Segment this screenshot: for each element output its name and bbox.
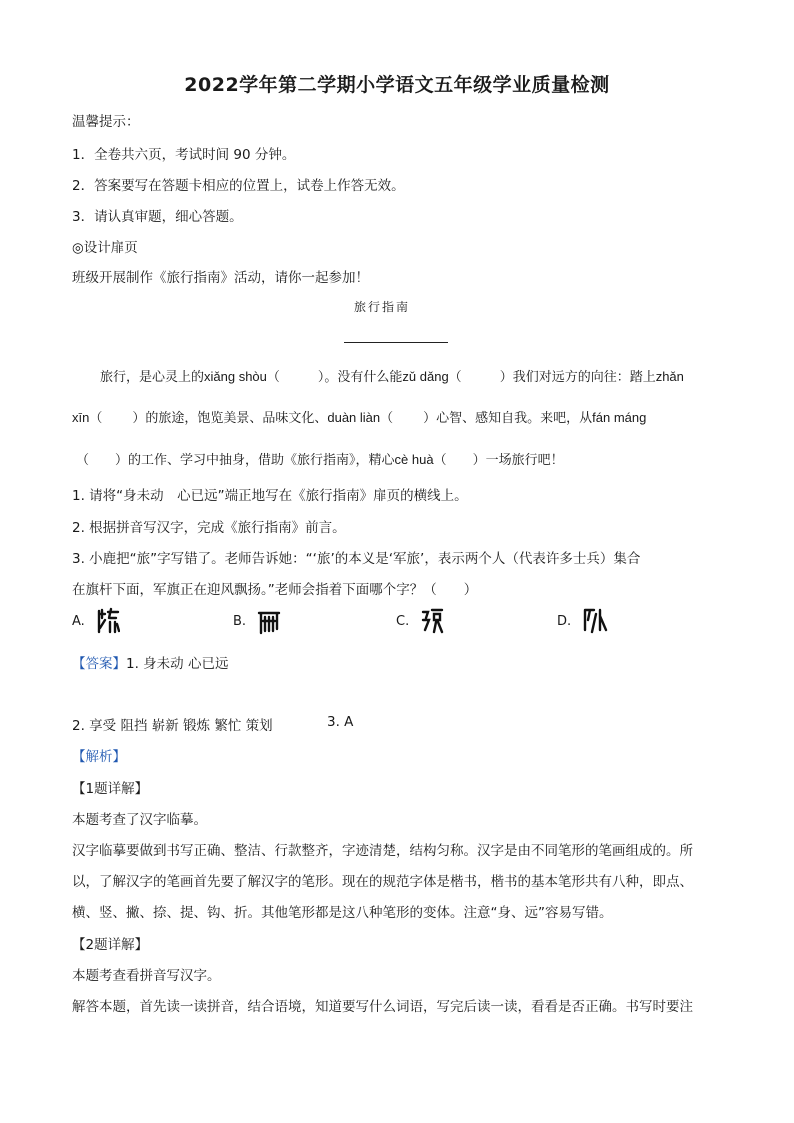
question-3-line-2: 在旗杆下面，军旗正在迎风飘扬。”老师会指着下面哪个字？（ ） [72,582,478,598]
tip-item: 3．请认真审题，细心答题。 [72,209,243,225]
ancient-glyph-c-icon [420,606,444,634]
tips-heading: 温馨提示： [72,114,140,130]
detail-2-heading: 【2题详解】 [72,937,149,953]
detail-1-heading: 【1题详解】 [72,781,149,797]
detail-2-text: 解答本题，首先读一读拼音，结合语境，知道要写什么词语，写完后读一读，看看是否正确。书写时要注 [72,999,693,1015]
guide-title: 旅行指南 [353,300,410,314]
question-2: 2. 根据拼音写汉字，完成《旅行指南》前言。 [72,520,346,536]
option-d-label: D. [557,614,572,629]
answer-3: 3. A [327,714,354,730]
guide-paragraph-line-3: （ ）的工作、学习中抽身，借助《旅行指南》，精心cè huà（ ）一场旅行吧！ [76,452,564,468]
ancient-glyph-b-icon [257,607,281,635]
guide-paragraph-line-1: 旅行，是心灵上的xiǎng shòu（ ）。没有什么能zǔ dǎng（ ）我们对远方的向往：踏上zhǎn [100,369,684,385]
page-title: 2022学年第二学期小学语文五年级学业质量检测 [184,74,610,96]
option-c-label: C. [396,614,410,629]
detail-1-text: 本题考查了汉字临摹。 [72,812,207,828]
detail-1-text: 汉字临摹要做到书写正确、整洁、行款整齐，字迹清楚，结构匀称。汉字是由不同笔形的笔画组成的。所 [72,843,693,859]
answer-2: 2. 享受 阻挡 崭新 锻炼 繁忙 策划 [72,718,273,734]
section-intro: 班级开展制作《旅行指南》活动，请你一起参加！ [72,270,369,286]
guide-paragraph-line-2: xīn（ ）的旅途，饱览美景、品味文化、duàn liàn（ ）心智、感知自我。来吧，从fán máng [72,410,647,426]
option-b-label: B. [233,614,247,629]
option-a-label: A. [72,614,85,629]
analysis-tag: 【解析】 [72,749,126,765]
ancient-glyph-d-icon [582,606,608,634]
title-blank-line [344,342,448,343]
tip-item: 1．全卷共六页，考试时间 90 分钟。 [72,147,296,163]
ancient-glyph-a-icon [96,606,120,634]
detail-1-text: 以，了解汉字的笔画首先要了解汉字的笔形。现在的规范字体是楷书，楷书的基本笔形共有八种，即点、 [72,874,693,890]
question-1: 1. 请将“身未动 心已远”端正地写在《旅行指南》扉页的横线上。 [72,488,468,504]
detail-1-text: 横、竖、撇、捺、提、钩、折。其他笔形都是这八种笔形的变体。注意“身、远”容易写错。 [72,905,613,921]
answer-tag: 【答案】 [72,656,126,672]
section-heading: ◎设计扉页 [72,240,138,256]
question-3-line-1: 3. 小鹿把“旅”字写错了。老师告诉她：“‘旅’的本义是‘军旅’，表示两个人（代表许多士兵）集合 [72,551,641,567]
answer-row-1: 【答案】1. 身未动 心已远 [72,656,229,672]
tip-item: 2．答案要写在答题卡相应的位置上，试卷上作答无效。 [72,178,405,194]
detail-2-text: 本题考查看拼音写汉字。 [72,968,221,984]
